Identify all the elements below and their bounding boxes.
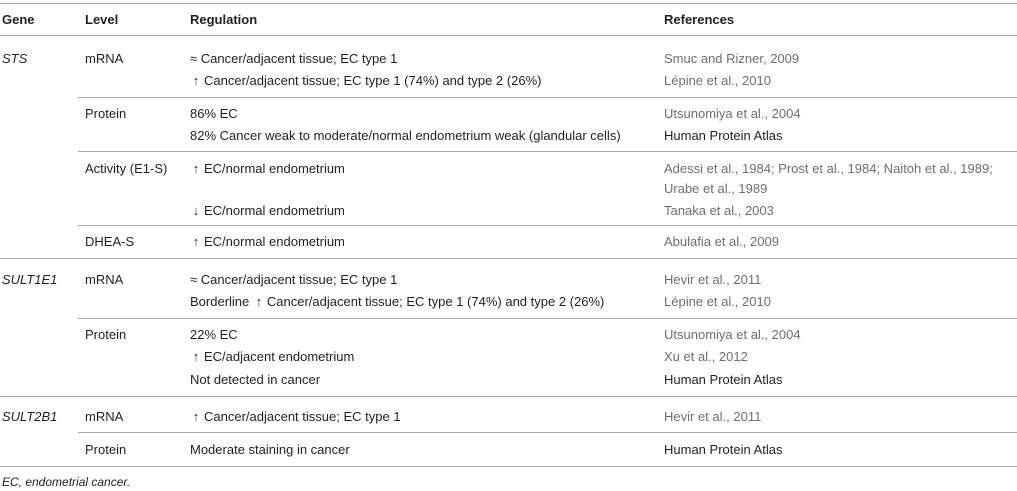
level-label: Protein [85,442,127,457]
regulation-text: ≈ Cancer/adjacent tissue; EC type 1 [190,272,398,287]
header-gene: Gene [2,12,35,27]
table-top-rule [0,3,1017,4]
level-label: DHEA-S [85,234,135,249]
regulation-text: 82% Cancer weak to moderate/normal endometrium weak (glandular cells) [190,128,621,143]
reference-link[interactable]: Abulafia et al., 2009 [664,234,779,249]
reference-link[interactable]: Adessi et al., 1984; Prost et al., 1984; Naitoh et al., 1989; [664,161,993,176]
regulation-text: ↓ EC/normal endometrium [190,203,345,219]
table-bottom-rule [0,466,1017,467]
arrow-up-icon: ↑ [192,161,200,176]
reference-link[interactable]: Hevir et al., 2011 [664,409,762,424]
reference-link[interactable]: Utsunomiya et al., 2004 [664,106,801,121]
reference-link[interactable]: Xu et al., 2012 [664,349,748,364]
arrow-up-icon: ↑ [192,234,200,249]
table-footnote: EC, endometrial cancer. [2,475,131,489]
gene-rule [0,258,1017,259]
regulation-text: ↑ Cancer/adjacent tissue; EC type 1 [190,409,401,425]
row-rule [78,225,1017,226]
regulation-text: Borderline ↑ Cancer/adjacent tissue; EC type 1 (74%) and type 2 (26%) [190,294,605,309]
regulation-text: ↑ Cancer/adjacent tissue; EC type 1 (74%) and type 2 (26%) [190,73,541,89]
reference-link[interactable]: Hevir et al., 2011 [664,272,762,287]
row-rule [78,318,1017,319]
arrow-up-icon: ↑ [255,294,263,309]
arrow-up-icon: ↑ [192,349,200,364]
header-references: References [664,12,735,27]
reference-link[interactable]: Tanaka et al., 2003 [664,203,774,218]
level-label: mRNA [85,51,124,66]
regulation-text: Not detected in cancer [190,372,321,387]
reference-link[interactable]: Smuc and Rizner, 2009 [664,51,800,66]
level-label: Protein [85,327,127,342]
gene-rule [0,396,1017,397]
reference-text: Human Protein Atlas [664,372,783,387]
regulation-text: Moderate staining in cancer [190,442,350,457]
row-rule [78,97,1017,98]
level-label: mRNA [85,272,124,287]
arrow-up-icon: ↑ [192,409,200,424]
level-label: Activity (E1-S) [85,161,168,176]
header-bottom-rule [0,35,1017,36]
header-level: Level [85,12,119,27]
level-label: mRNA [85,409,124,424]
regulation-text: ↑ EC/normal endometrium [190,234,345,250]
regulation-text: 86% EC [190,106,238,121]
regulation-text: 22% EC [190,327,238,342]
reference-link[interactable]: Lépine et al., 2010 [664,294,771,309]
row-rule [78,432,1017,433]
reference-link[interactable]: Urabe et al., 1989 [664,181,768,196]
row-rule [78,151,1017,152]
reference-text: Human Protein Atlas [664,128,783,143]
level-label: Protein [85,106,127,121]
regulation-text: ↑ EC/adjacent endometrium [190,349,354,365]
arrow-up-icon: ↑ [192,73,200,88]
reference-link[interactable]: Lépine et al., 2010 [664,73,771,88]
regulation-text: ↑ EC/normal endometrium [190,161,345,177]
regulation-text: ≈ Cancer/adjacent tissue; EC type 1 [190,51,398,66]
arrow-down-icon: ↓ [192,203,200,218]
header-regulation: Regulation [190,12,258,27]
gene-name: STS [2,51,28,66]
gene-name: SULT1E1 [2,272,58,287]
reference-text: Human Protein Atlas [664,442,783,457]
gene-name: SULT2B1 [2,409,58,424]
reference-link[interactable]: Utsunomiya et al., 2004 [664,327,801,342]
